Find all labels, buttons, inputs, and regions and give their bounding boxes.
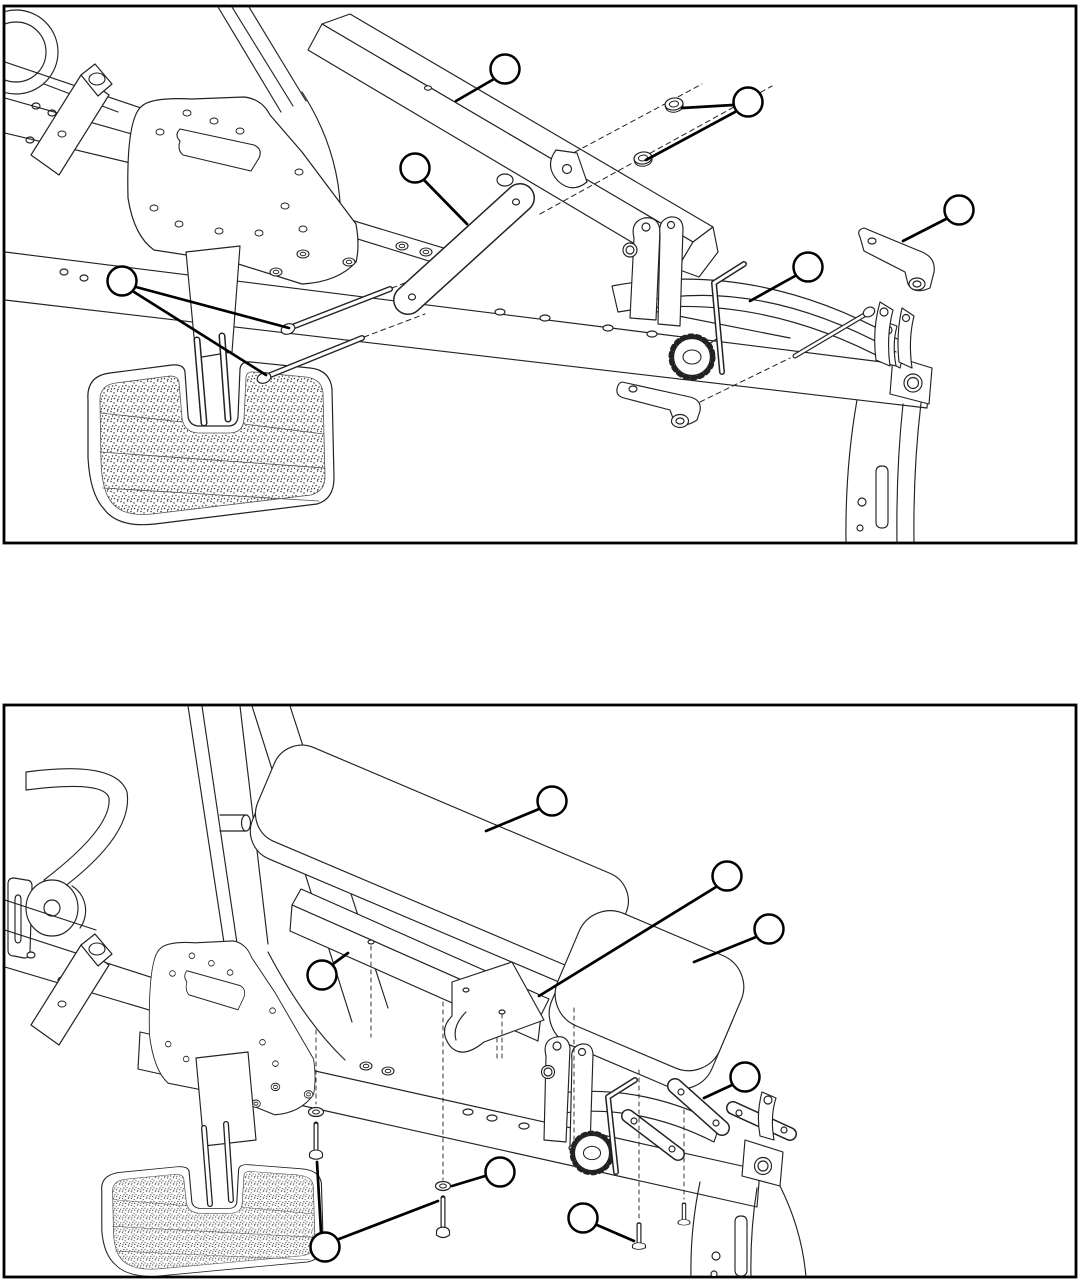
balloon-12 [486,1158,515,1187]
balloon-5 [794,253,823,282]
balloon-2 [734,88,763,117]
balloon-7 [538,787,567,816]
balloon-13 [569,1204,598,1233]
balloon-14 [311,1233,340,1262]
balloon-11 [731,1063,760,1092]
balloon-8 [713,862,742,891]
balloon-4 [945,196,974,225]
balloon-3 [401,154,430,183]
balloon-6 [108,267,137,296]
balloon-1 [491,55,520,84]
balloon-9 [755,915,784,944]
balloon-10 [308,961,337,990]
